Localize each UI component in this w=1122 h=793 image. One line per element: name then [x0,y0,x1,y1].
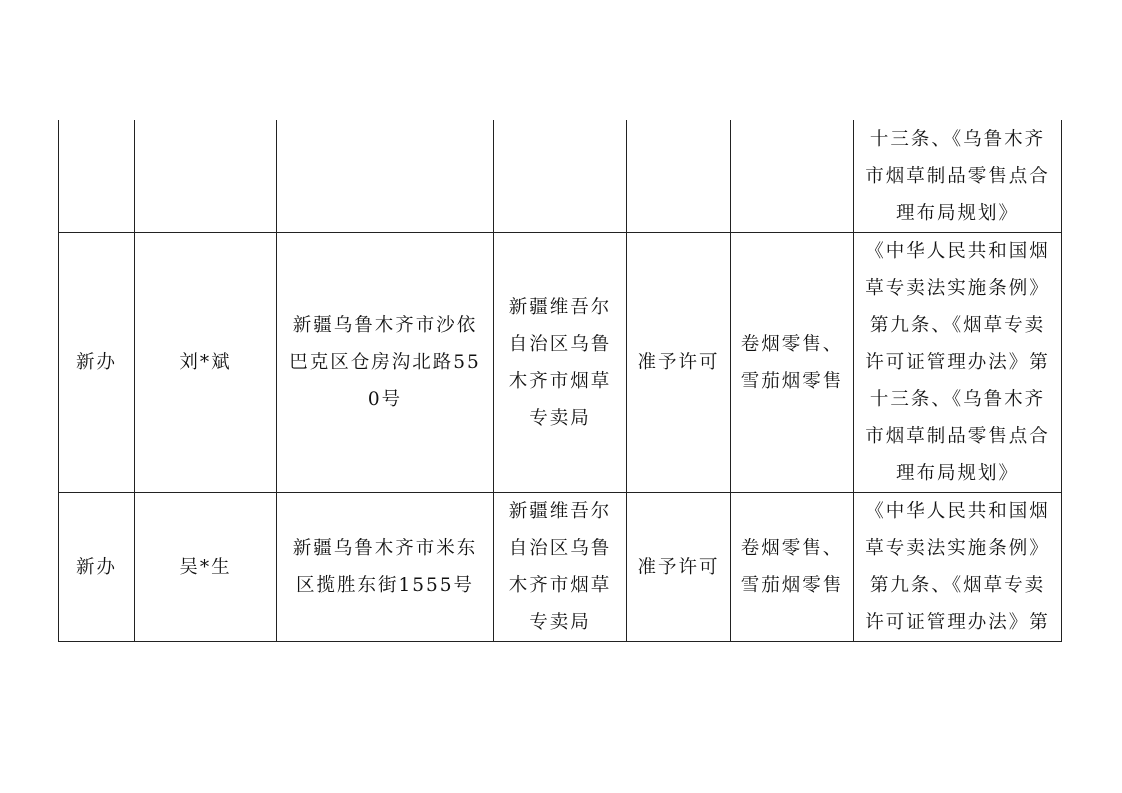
basis-line: 《中华人民共和国烟 [865,241,1050,262]
basis-line: 理布局规划》 [895,202,1019,224]
cell-basis [854,493,1062,642]
cell-address [277,120,494,233]
cell-decision [627,120,731,233]
basis-line: 市烟草制品零售点合 [865,165,1050,187]
cell-authority [494,120,627,233]
basis-line: 十三条、《乌鲁木齐 [869,128,1046,150]
cell-decision: 准予许可 [627,493,731,642]
cell-basis [854,120,1062,233]
permit-table [58,120,1062,642]
cell-scope: 卷烟零售、雪茄烟零售 [731,233,854,493]
cell-address: 新疆乌鲁木齐市米东区揽胜东街1555号 [277,493,494,642]
basis-line: 市烟草制品零售点合 [865,426,1050,447]
basis-line: 草专卖法实施条例》 [865,278,1050,299]
table-row [59,233,1062,493]
cell-decision: 准予许可 [627,233,731,493]
cell-authority: 新疆维吾尔自治区乌鲁木齐市烟草专卖局 [494,493,627,642]
cell-scope [731,120,854,233]
basis-line: 许可证管理办法》第 [865,352,1050,373]
cell-type: 新办 [59,493,135,642]
basis-line: 十三条、《乌鲁木齐 [869,389,1046,410]
table-row [59,493,1062,642]
cell-name: 吴*生 [135,493,277,642]
cell-address: 新疆乌鲁木齐市沙依巴克区仓房沟北路550号 [277,233,494,493]
basis-line: 理布局规划》 [895,463,1019,484]
cell-type [59,120,135,233]
basis-line: 许可证管理办法》第 [865,612,1050,633]
cell-name [135,120,277,233]
basis-line: 第九条、《烟草专卖 [869,575,1046,596]
cell-scope: 卷烟零售、雪茄烟零售 [731,493,854,642]
cell-basis [854,233,1062,493]
cell-type: 新办 [59,233,135,493]
cell-authority: 新疆维吾尔自治区乌鲁木齐市烟草专卖局 [494,233,627,493]
table-row-continuation [59,120,1062,233]
basis-line: 草专卖法实施条例》 [865,538,1050,559]
basis-line: 第九条、《烟草专卖 [869,315,1046,336]
cell-name: 刘*斌 [135,233,277,493]
basis-line: 《中华人民共和国烟 [865,501,1050,522]
